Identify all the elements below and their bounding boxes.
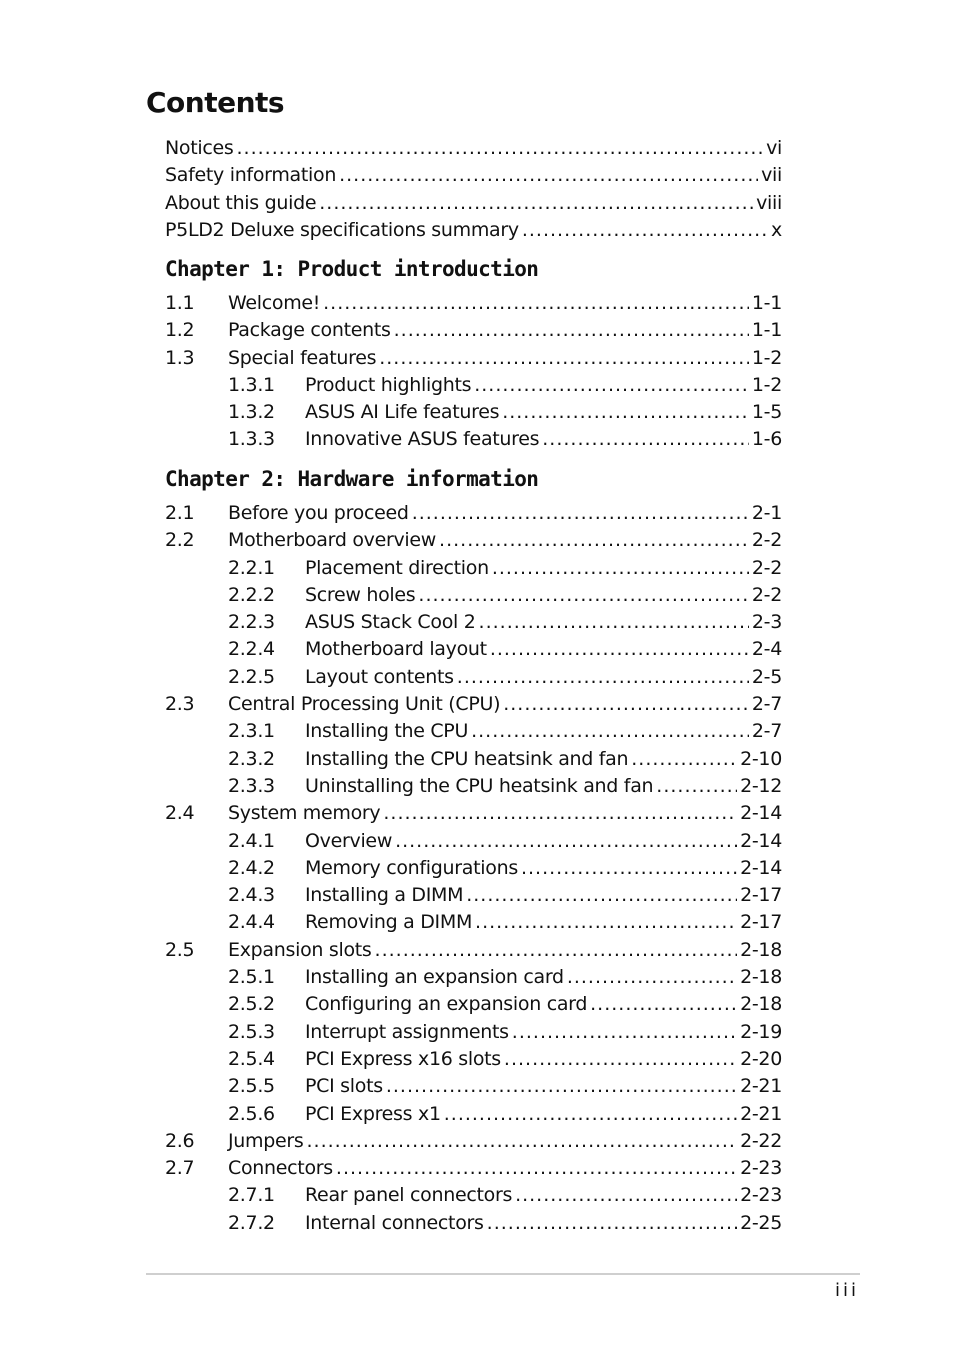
toc-entry	[165, 993, 782, 1020]
toc-entry-page: 2-14	[740, 829, 782, 852]
toc-entry	[165, 638, 782, 665]
toc-entry-page: vii	[761, 164, 782, 187]
chapter-2-list	[165, 502, 782, 1239]
toc-entry-label: Placement direction	[305, 556, 489, 579]
toc-entry	[165, 693, 782, 720]
toc-entry	[165, 911, 782, 938]
toc-entry-number: 1.3	[165, 346, 195, 369]
toc-entry-label: Central Processing Unit (CPU)	[228, 693, 501, 716]
leader-dots	[479, 611, 749, 633]
leader-dots	[521, 857, 737, 879]
toc-entry-label: Removing a DIMM	[305, 911, 473, 934]
toc-entry-label: Uninstalling the CPU heatsink and fan	[305, 774, 654, 797]
toc-entry-number: 2.2.1	[228, 556, 275, 579]
toc-entry-page: 1-2	[751, 373, 782, 396]
toc-entry-number: 2.4.4	[228, 911, 275, 934]
leader-dots	[492, 557, 749, 579]
toc-entry	[165, 1184, 782, 1211]
toc-entry-label: Connectors	[228, 1157, 333, 1180]
toc-entry-label: Installing an expansion card	[305, 966, 564, 989]
leader-dots	[412, 502, 749, 524]
toc-entry-number: 1.1	[165, 292, 195, 314]
toc-entry-number: 2.2.5	[228, 665, 275, 688]
toc-entry-number: 2.2.2	[228, 583, 275, 606]
toc-entry-number: 1.3.1	[228, 373, 275, 396]
toc-entry-label: Safety information	[165, 164, 337, 187]
toc-entry-page: 2-23	[740, 1184, 782, 1207]
leader-dots	[567, 966, 737, 988]
toc-entry-page: vi	[766, 137, 782, 159]
toc-entry-label: Notices	[165, 137, 234, 159]
toc-entry-label: Expansion slots	[228, 938, 372, 961]
toc-entry-label: Overview	[305, 829, 393, 852]
toc-entry-number: 2.2.4	[228, 638, 275, 661]
toc-entry-number: 2.4.3	[228, 884, 275, 907]
leader-dots	[323, 292, 749, 314]
toc-entry-number: 2.5.3	[228, 1020, 275, 1043]
toc-entry	[165, 1021, 782, 1048]
toc-entry-label: Jumpers	[228, 1129, 304, 1152]
toc-entry	[165, 884, 782, 911]
toc-entry-number: 2.7.2	[228, 1211, 275, 1234]
toc-entry-number: 2.5.1	[228, 966, 275, 989]
leader-dots	[474, 374, 749, 396]
toc-entry-page: 2-1	[751, 502, 782, 524]
toc-entry-page: 2-22	[740, 1129, 782, 1152]
leader-dots	[418, 584, 748, 606]
toc-entry	[165, 966, 782, 993]
toc-entry-page: 2-20	[740, 1047, 782, 1070]
toc-entry	[165, 1048, 782, 1075]
toc-entry	[165, 584, 782, 611]
toc-entry-number: 2.3.2	[228, 747, 275, 770]
toc-entry-number: 2.5.4	[228, 1047, 275, 1070]
leader-dots	[466, 884, 737, 906]
front-matter-list	[165, 137, 782, 246]
toc-entry-page: 2-10	[740, 747, 782, 770]
toc-entry-number: 2.7.1	[228, 1184, 275, 1207]
toc-entry-label: Product highlights	[305, 373, 472, 396]
toc-entry	[165, 1157, 782, 1184]
toc-entry-page: 2-5	[751, 665, 782, 688]
toc-entry-label: Motherboard layout	[305, 638, 487, 661]
toc-entry-label: P5LD2 Deluxe specifications summary	[165, 218, 519, 241]
leader-dots	[237, 137, 764, 159]
toc-entry-label: ASUS AI Life features	[305, 401, 500, 424]
toc-entry-page: 2-2	[751, 583, 782, 606]
toc-entry-page: 2-7	[751, 720, 782, 743]
chapter-heading: Chapter 1: Product introduction	[165, 257, 539, 281]
toc-entry-label: Screw holes	[305, 583, 416, 606]
leader-dots	[386, 1075, 737, 1097]
leader-dots	[504, 1048, 737, 1070]
toc-entry-page: 2-17	[740, 884, 782, 907]
toc-entry-page: 1-1	[751, 292, 782, 314]
toc-entry-label: Layout contents	[305, 665, 454, 688]
toc-entry-number: 2.7	[165, 1157, 195, 1180]
toc-entry-page: 2-7	[751, 693, 782, 716]
leader-dots	[471, 720, 749, 742]
toc-entry	[165, 502, 782, 529]
toc-entry-label: Installing the CPU	[305, 720, 469, 743]
toc-entry-label: Welcome!	[228, 292, 321, 314]
toc-entry	[165, 830, 782, 857]
toc-entry-page: 2-2	[751, 556, 782, 579]
toc-entry-page: 2-19	[740, 1020, 782, 1043]
toc-entry	[165, 292, 782, 319]
toc-entry-number: 2.3	[165, 693, 195, 716]
toc-entry-number: 2.6	[165, 1129, 195, 1152]
leader-dots	[383, 802, 737, 824]
toc-entry-label: Internal connectors	[305, 1211, 484, 1234]
toc-entry-number: 2.4	[165, 802, 195, 825]
toc-entry-page: 1-5	[751, 401, 782, 424]
toc-entry	[165, 857, 782, 884]
toc-entry	[165, 939, 782, 966]
toc-entry-number: 1.3.3	[228, 428, 275, 451]
toc-entry-number: 2.5.6	[228, 1102, 275, 1125]
toc-entry-label: Special features	[228, 346, 377, 369]
toc-entry-page: 2-14	[740, 802, 782, 825]
leader-dots	[336, 1157, 737, 1179]
page-title: Contents	[146, 86, 285, 119]
toc-entry	[165, 611, 782, 638]
toc-entry	[165, 557, 782, 584]
toc-entry	[165, 192, 782, 219]
toc-entry-label: About this guide	[165, 191, 317, 214]
leader-dots	[319, 192, 753, 214]
toc-entry-page: 2-2	[751, 529, 782, 552]
toc-entry-number: 2.1	[165, 502, 195, 524]
toc-entry-label: Installing the CPU heatsink and fan	[305, 747, 629, 770]
toc-entry	[165, 529, 782, 556]
leader-dots	[439, 529, 749, 551]
toc-entry-number: 2.4.1	[228, 829, 275, 852]
toc-entry-page: 1-1	[751, 319, 782, 342]
toc-entry-page: 2-14	[740, 856, 782, 879]
toc-entry	[165, 1130, 782, 1157]
toc-entry	[165, 775, 782, 802]
toc-entry-page: 2-25	[740, 1211, 782, 1234]
toc-entry-page: 2-18	[740, 993, 782, 1016]
toc-entry-page: viii	[756, 191, 782, 214]
toc-entry	[165, 1103, 782, 1130]
leader-dots	[457, 666, 749, 688]
toc-entry-page: 1-6	[751, 428, 782, 451]
leader-dots	[395, 830, 737, 852]
leader-dots	[502, 401, 749, 423]
toc-entry-label: PCI Express x16 slots	[305, 1047, 501, 1070]
toc-entry-label: Memory configurations	[305, 856, 518, 879]
toc-entry-label: Before you proceed	[228, 502, 409, 524]
toc-entry-label: PCI slots	[305, 1075, 383, 1098]
leader-dots	[503, 693, 749, 715]
leader-dots	[490, 638, 749, 660]
toc-entry-number: 2.2.3	[228, 611, 275, 634]
leader-dots	[515, 1184, 737, 1206]
toc-entry-label: Package contents	[228, 319, 391, 342]
toc-entry	[165, 164, 782, 191]
toc-entry-page: 2-21	[740, 1075, 782, 1098]
toc-entry-number: 2.5	[165, 938, 195, 961]
toc-entry-number: 2.5.5	[228, 1075, 275, 1098]
toc-entry-page: 2-3	[751, 611, 782, 634]
toc-entry-number: 2.3.1	[228, 720, 275, 743]
toc-entry	[165, 374, 782, 401]
toc-entry	[165, 137, 782, 164]
toc-entry-label: ASUS Stack Cool 2	[305, 611, 476, 634]
leader-dots	[522, 219, 768, 241]
leader-dots	[487, 1212, 737, 1234]
toc-entry-page: 2-18	[740, 966, 782, 989]
toc-entry-number: 1.3.2	[228, 401, 275, 424]
toc-entry-page: 1-2	[751, 346, 782, 369]
toc-entry-page: 2-12	[740, 774, 782, 797]
toc-entry-number: 2.3.3	[228, 774, 275, 797]
toc-entry-page: 2-21	[740, 1102, 782, 1125]
toc-entry	[165, 219, 782, 246]
leader-dots	[631, 748, 737, 770]
leader-dots	[307, 1130, 738, 1152]
toc-entry-label: Rear panel connectors	[305, 1184, 513, 1207]
leader-dots	[375, 939, 738, 961]
toc-entry-page: 2-17	[740, 911, 782, 934]
toc-entry-label: Interrupt assignments	[305, 1020, 509, 1043]
page-number: iii	[834, 1280, 859, 1301]
toc-entry	[165, 428, 782, 455]
leader-dots	[512, 1021, 737, 1043]
leader-dots	[444, 1103, 737, 1125]
toc-entry-number: 2.4.2	[228, 856, 275, 879]
footer-rule	[146, 1273, 860, 1275]
chapter-heading: Chapter 2: Hardware information	[165, 467, 539, 491]
chapter-1-list	[165, 292, 782, 456]
toc-entry-number: 1.2	[165, 319, 195, 342]
toc-entry-page: 2-18	[740, 938, 782, 961]
toc-entry-page: 2-4	[751, 638, 782, 661]
toc-entry	[165, 802, 782, 829]
toc-entry-label: Motherboard overview	[228, 529, 437, 552]
toc-entry	[165, 748, 782, 775]
toc-entry-label: Innovative ASUS features	[305, 428, 540, 451]
toc-entry	[165, 666, 782, 693]
leader-dots	[475, 911, 737, 933]
leader-dots	[656, 775, 737, 797]
toc-entry-label: PCI Express x1	[305, 1102, 441, 1125]
toc-entry-page: x	[771, 218, 782, 241]
leader-dots	[590, 993, 737, 1015]
toc-entry	[165, 1075, 782, 1102]
toc-entry	[165, 1212, 782, 1239]
toc-entry	[165, 347, 782, 374]
toc-entry-number: 2.5.2	[228, 993, 275, 1016]
leader-dots	[339, 164, 758, 186]
toc-entry-number: 2.2	[165, 529, 195, 552]
toc-entry	[165, 401, 782, 428]
leader-dots	[394, 319, 749, 341]
leader-dots	[379, 347, 749, 369]
toc-entry-label: Configuring an expansion card	[305, 993, 588, 1016]
toc-entry-label: System memory	[228, 802, 381, 825]
toc-entry-page: 2-23	[740, 1157, 782, 1180]
toc-entry-label: Installing a DIMM	[305, 884, 464, 907]
leader-dots	[542, 428, 749, 450]
toc-entry	[165, 319, 782, 346]
toc-entry	[165, 720, 782, 747]
